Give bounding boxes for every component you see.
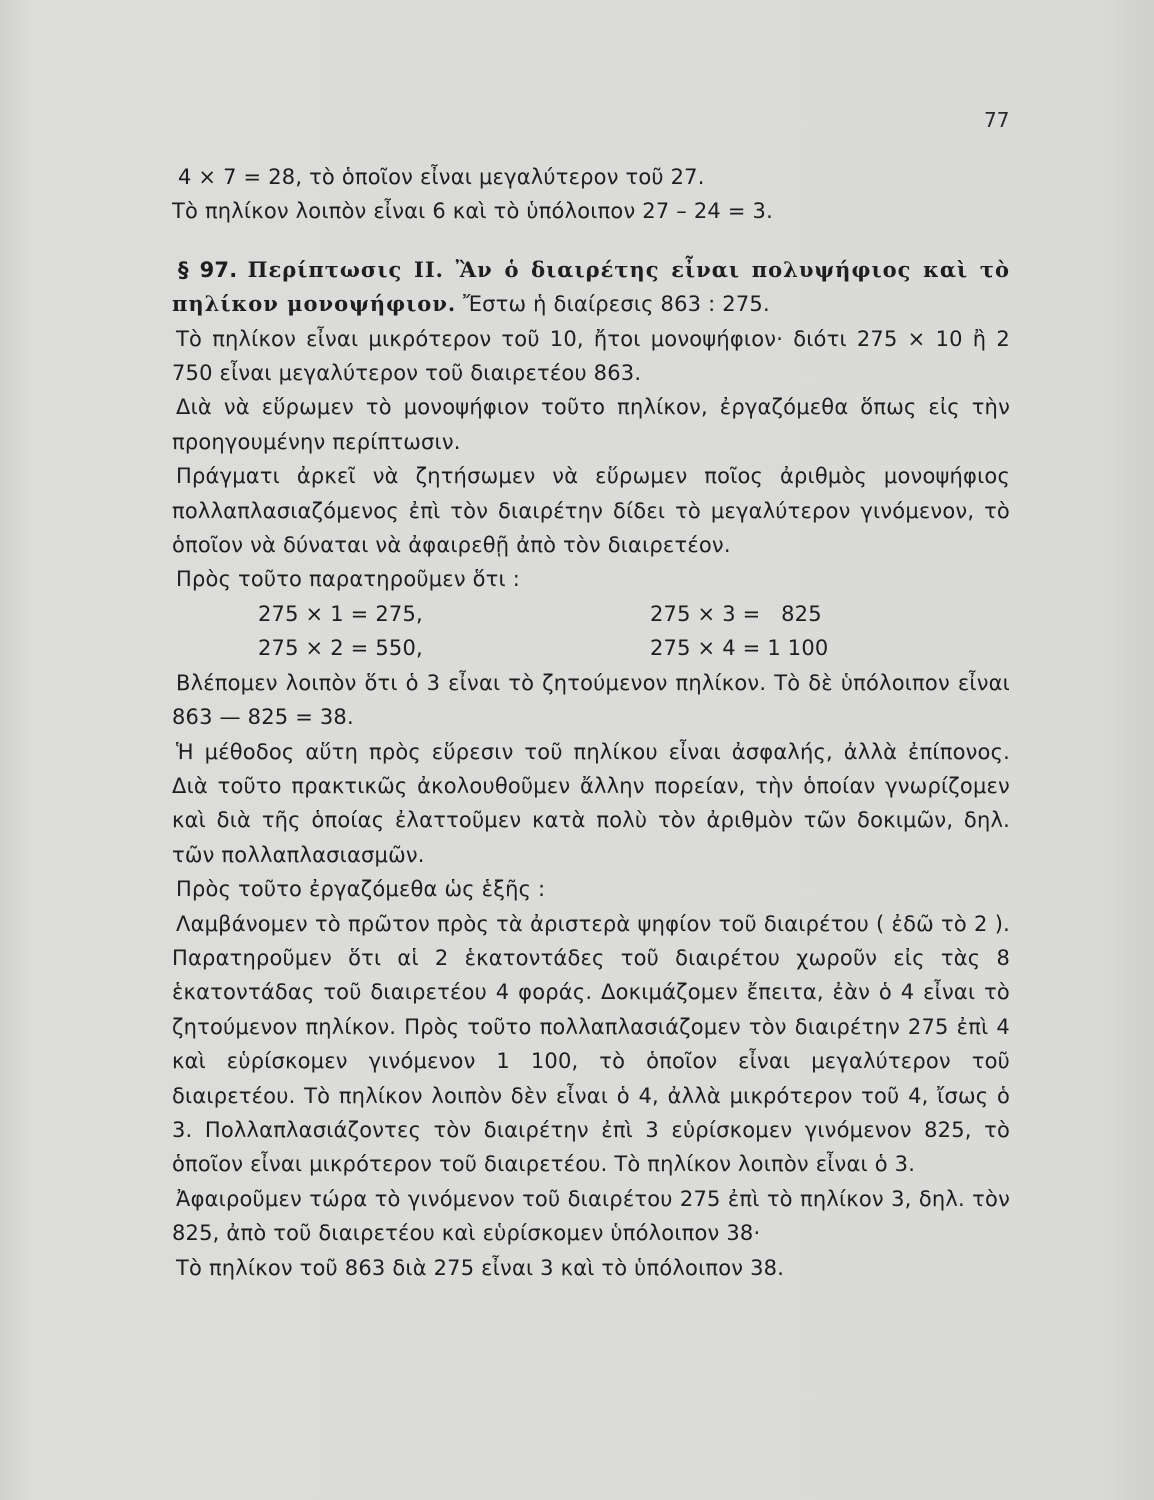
equation-4: 275 × 4 = 1 100 — [650, 636, 829, 661]
equation-3: 275 × 2 = 550, — [258, 636, 423, 661]
section-number: § 97. — [178, 257, 238, 282]
section-intro: Ἔστω ἡ διαίρεσις 863 : 275. — [463, 292, 770, 317]
paragraph-8: Λαμβάνομεν τὸ πρῶτον πρὸς τὰ ἀριστερὰ ψηφίον τοῦ διαιρέτου ( ἐδῶ τὸ 2 ). Παρατηροῦμεν ὅτι αἱ 2 ἑκατοντάδες τοῦ διαιρέτου χωροῦν εἰς τὰς 8 ἑκατοντάδας τοῦ διαιρετέου 4 φοράς. Δοκιμάζομεν ἔπειτα, ἐὰν ὁ 4 εἶναι τὸ ζητούμενον πηλίκον. Πρὸς τοῦτο πολλαπλασιάζομεν τὸν διαιρέτην 275 ἐπὶ 4 καὶ εὑρίσκομεν γινόμενον 1 100, τὸ ὁποῖον εἶναι μεγαλύτερον τοῦ διαιρετέου. Τὸ πηλίκον λοιπὸν δὲν εἶναι ὁ 4, ἀλλὰ μικρότερον τοῦ 4, ἴσως ὁ 3. Πολλαπλασιάζοντες τὸν διαιρέτην ἐπὶ 3 εὑρίσκομεν γινόμενον 825, τὸ ὁποῖον εἶναι μικρότερον τοῦ διαιρετέου. Τὸ πηλίκον λοιπὸν εἶναι ὁ 3. — [172, 911, 1010, 1177]
paragraph-9: Ἀφαιροῦμεν τώρα τὸ γινόμενον τοῦ διαιρέτου 275 ἐπὶ τὸ πηλίκον 3, δηλ. τὸν 825, ἀπὸ τοῦ διαιρετέου καὶ εὑρίσκομεν ὑπόλοιπον 38· — [172, 1186, 1010, 1246]
line-2: Τὸ πηλίκον λοιπὸν εἶναι 6 καὶ τὸ ὑπόλοιπον 27 – 24 = 3. — [172, 199, 773, 224]
equation-2: 275 × 3 = 825 — [650, 601, 822, 626]
multiplication-table — [258, 597, 1010, 666]
paragraph-10: Τὸ πηλίκον τοῦ 863 διὰ 275 εἶναι 3 καὶ τὸ ὑπόλοιπον 38. — [176, 1255, 785, 1280]
line-1: 4 × 7 = 28, τὸ ὁποῖον εἶναι μεγαλύτερον τοῦ 27. — [178, 165, 705, 189]
section-title: Περίπτωσις II. Ἂν ὁ διαιρέτης εἶναι πολυψήφιος καὶ τὸ πηλίκον μονοψήφιον. — [172, 256, 1010, 317]
paragraph-4: Πρὸς τοῦτο παρατηροῦμεν ὅτι : — [176, 567, 520, 592]
paragraph-7: Πρὸς τοῦτο ἐργαζόμεθα ὡς ἑξῆς : — [176, 877, 546, 902]
page-number: 77 — [984, 108, 1010, 132]
paragraph-2: Διὰ νὰ εὕρωμεν τὸ μονοψήφιον τοῦτο πηλίκον, ἐργαζόμεθα ὅπως εἰς τὴν προηγουμένην περίπτωσιν. — [172, 395, 1010, 454]
section-heading — [172, 253, 1010, 322]
equation-1: 275 × 1 = 275, — [258, 601, 423, 626]
paragraph-6: Ἡ μέθοδος αὕτη πρὸς εὕρεσιν τοῦ πηλίκου εἶναι ἀσφαλής, ἀλλὰ ἐπίπονος. Διὰ τοῦτο πρακτικῶς ἀκολουθοῦμεν ἄλλην πορείαν, τὴν ὁποίαν γνωρίζομεν καὶ διὰ τῆς ὁποίας ἐλαττοῦμεν κατὰ πολὺ τὸν ἀριθμὸν τῶν δοκιμῶν, δηλ. τῶν πολλαπλασιασμῶν. — [172, 739, 1010, 867]
paragraph-5: Βλέπομεν λοιπὸν ὅτι ὁ 3 εἶναι τὸ ζητούμενον πηλίκον. Τὸ δὲ ὑπόλοιπον εἶναι 863 — 825 = 38. — [172, 670, 1010, 730]
paragraph-3: Πράγματι ἀρκεῖ νὰ ζητήσωμεν νὰ εὕρωμεν ποῖος ἀριθμὸς μονοψήφιος πολλαπλασιαζόμενος ἐπὶ τὸν διαιρέτην δίδει τὸ μεγαλύτερον γινόμενον, τὸ ὁποῖον νὰ δύναται νὰ ἀφαιρεθῇ ἀπὸ τὸν διαιρετέον. — [172, 464, 1010, 558]
paragraph-1: Τὸ πηλίκον εἶναι μικρότερον τοῦ 10, ἤτοι μονοψήφιον· διότι 275 × 10 ἢ 2 750 εἶναι μεγαλύτερον τοῦ διαιρετέου 863. — [172, 326, 1010, 386]
page-text — [172, 160, 1010, 1285]
